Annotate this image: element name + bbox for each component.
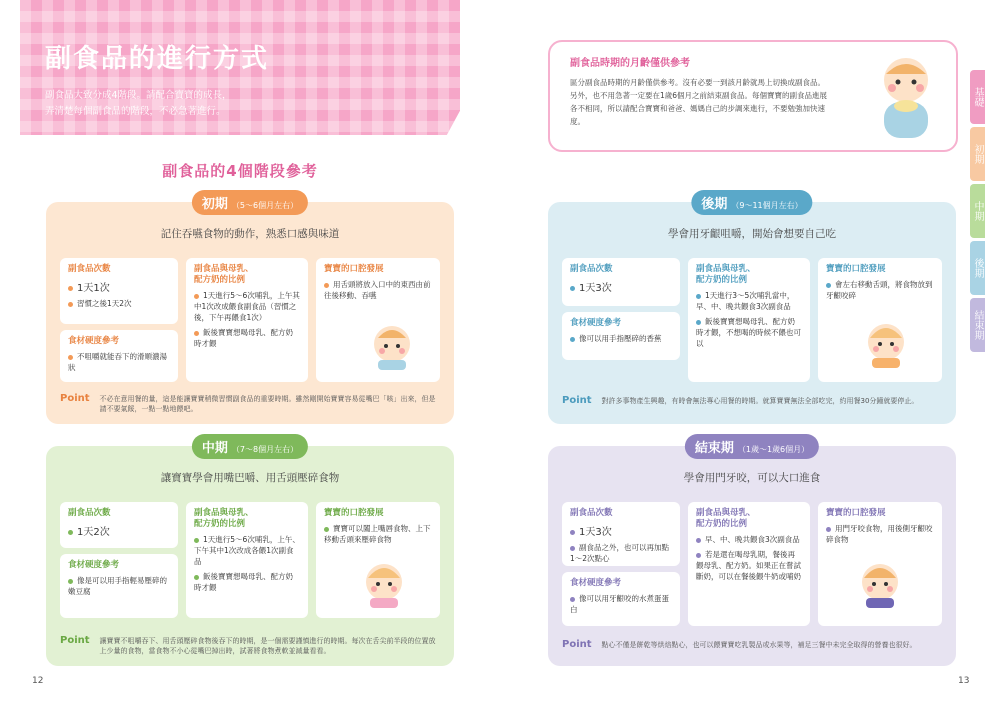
point-note: Point 對許多事物產生興趣，有時會無法專心用餐的時期。就算寶寶無法全部吃完，約用餐30分鐘就要停止。 (562, 395, 919, 406)
left-page (0, 0, 480, 706)
stage-subtitle: 學會用門牙咬，可以大口進食 (683, 472, 821, 484)
meal-frequency-card: 副食品次數 1天1次 習慣之後1天2次 (60, 258, 178, 324)
note-body: 區分副食品時期的月齡僅供參考。沒有必要一到該月齡就馬上切換成副食品。另外，也不用急著一定要在1歲6個月之前結束副食品。每個寶寶的副食品進展各不相同，所以請配合寶寶和爸爸、媽媽自己的步調來進行，不要勉強加快速度。 (570, 78, 828, 126)
tab-basics[interactable]: 基礎 (970, 70, 985, 124)
meal-frequency-card: 副食品次數 1天3次 (562, 258, 680, 306)
page-number: 12 (32, 676, 44, 686)
milk-ratio-card: 副食品與母乳、 配方奶的比例 1天進行5～6次哺乳，上午其中1次改成餵食副食品（習慣之後，下午再餵食1次） 飯後寶寶想喝母乳、配方奶時才餵 (186, 258, 308, 382)
milk-ratio-card: 副食品與母乳、 配方奶的比例 早、中、晚共餵食3次副食品 若是還在喝母乳期，餐後再餵母乳、配方奶。如果正在嘗試斷奶，可以在餐後餵牛奶或哺奶 (688, 502, 810, 626)
age-reference-note (548, 40, 958, 152)
texture-card: 食材硬度參考 像可以用手指壓碎的香蕉 (562, 312, 680, 360)
stage-tag: 後期 （9～11個月左右） (691, 190, 812, 215)
point-note: Point 點心不僅是餅乾等烘焙點心，也可以餵寶寶吃乳製品或水果等，補足三餐中未完全取得的營養也很好。 (562, 639, 917, 650)
stage-panel-final (548, 441, 956, 666)
section-title: 副食品的4個階段參考 (162, 162, 318, 180)
banner-intro: 副食品大致分成4階段。請配合寶寶的成長， 弄清楚每個副食品的階段，不必急著進行。 (45, 90, 232, 117)
texture-card: 食材硬度參考 像是可以用手指輕易壓碎的嫩豆腐 (60, 554, 178, 618)
stage-subtitle: 記住吞嚥食物的動作，熟悉口感與味道 (160, 228, 340, 240)
milk-ratio-card: 副食品與母乳、 配方奶的比例 1天進行5～6次哺乳，上午、下午其中1次改成各餵1次副食品 飯後寶寶想喝母乳、配方奶時才餵 (186, 502, 308, 618)
page-title: 副食品的進行方式 (45, 44, 270, 74)
stage-tag: 初期 （5～6個月左右） (192, 190, 308, 215)
stage-tag: 中期 （7～8個月左右） (192, 434, 308, 459)
point-note: Point 不必在意用餐的量，這是能讓寶寶稍微習慣副食品的重要時期。雖然剛開始寶寶容易從嘴巴「咳」出來，但是請不要氣餒，一點一點地餵吧。 (60, 393, 436, 413)
oral-development-card: 寶寶的口腔發展 寶寶可以闔上嘴唇食物、上下移動舌頭來壓碎食物 (316, 502, 440, 618)
baby-illustration-icon (854, 558, 906, 610)
note-title: 副食品時期的月齡僅供參考 (570, 58, 690, 69)
chapter-tabs (970, 70, 1000, 355)
tab-late[interactable]: 後期 (970, 241, 985, 295)
tab-final[interactable]: 結束期 (970, 298, 985, 352)
stage-subtitle: 學會用牙齦咀嚼，開始會想要自己吃 (668, 228, 836, 240)
baby-illustration-icon (358, 558, 410, 610)
stage-subtitle: 讓寶寶學會用嘴巴嚼、用舌頭壓碎食物 (160, 472, 340, 484)
stage-panel-late (548, 197, 956, 424)
texture-card: 食材硬度參考 不咀嚼就能吞下的滑順濃湯狀 (60, 330, 178, 382)
oral-development-card: 寶寶的口腔發展 會左右移動舌頭，將食物放到牙齦咬碎 (818, 258, 942, 382)
baby-illustration-icon (870, 50, 942, 142)
oral-development-card: 寶寶的口腔發展 用門牙咬食物，用後側牙齦咬碎食物 (818, 502, 942, 626)
page-number: 13 (958, 676, 970, 686)
baby-illustration-icon (860, 318, 912, 370)
meal-frequency-card: 副食品次數 1天2次 (60, 502, 178, 548)
point-note: Point 讓寶寶不咀嚼吞下、用舌頭壓碎食物後吞下的時期，是一個需要謹慎進行的時期。每次在舌尖前半段的位置放上少量的食物，當食物不小心從嘴巴掉出時，試著將食物煮軟並減量看看。 (60, 635, 436, 655)
tab-early[interactable]: 初期 (970, 127, 985, 181)
oral-development-card: 寶寶的口腔發展 用舌頭將放入口中的東西由前往後移動、吞嚥 (316, 258, 440, 382)
texture-card: 食材硬度參考 像可以用牙齦咬的水煮蛋蛋白 (562, 572, 680, 626)
right-page (520, 0, 1000, 706)
meal-frequency-card: 副食品次數 1天3次 副食品之外，也可以再加點1～2次點心 (562, 502, 680, 566)
milk-ratio-card: 副食品與母乳、 配方奶的比例 1天進行3～5次哺乳當中，早、中、晚共餵食3次副食品 飯後寶寶想喝母乳、配方奶時才餵，不想喝的時候不餵也可以 (688, 258, 810, 382)
tab-middle[interactable]: 中期 (970, 184, 985, 238)
stage-panel-early (46, 197, 454, 424)
baby-illustration-icon (366, 320, 418, 372)
stage-tag: 結束期 （1歲～1歲6個月） (685, 434, 819, 459)
stage-panel-middle (46, 441, 454, 666)
